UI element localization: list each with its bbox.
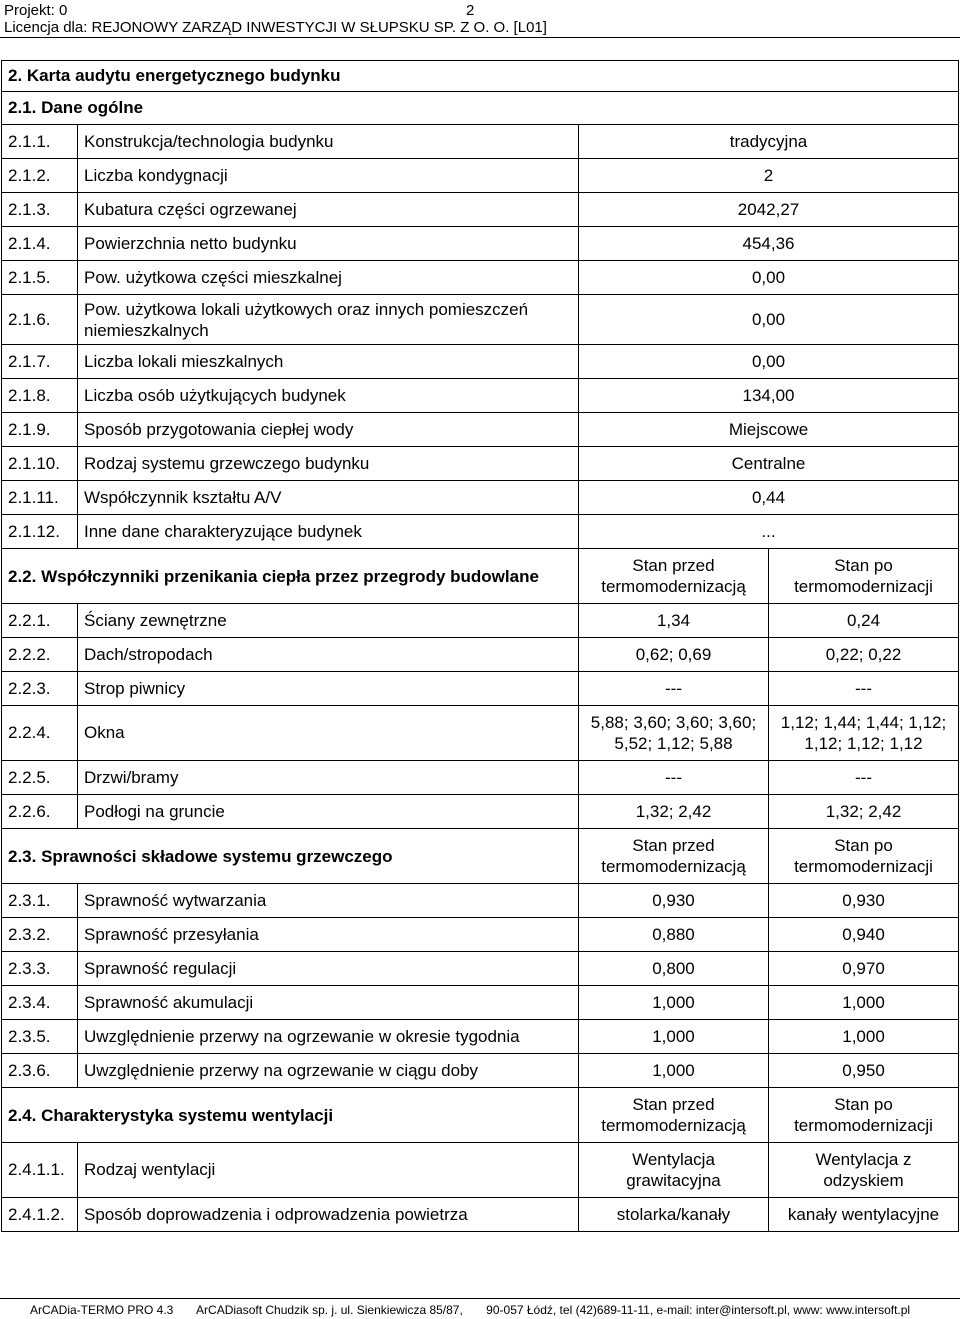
row-number: 2.1.6.: [2, 295, 78, 345]
row-number: 2.2.5.: [2, 761, 78, 795]
u_values-row: [2, 761, 959, 795]
license-label: Licencja dla: REJONOWY ZARZĄD INWESTYCJI W SŁUPSKU SP. Z O. O. [L01]: [4, 19, 547, 36]
column-header-before: Stan przed termomodernizacją: [579, 1088, 769, 1143]
row-label: Ściany zewnętrzne: [78, 604, 579, 638]
value-after: kanały wentylacyjne: [769, 1198, 959, 1232]
general-section-title: 2.1. Dane ogólne: [2, 92, 959, 125]
general-row: [2, 261, 959, 295]
general-row: [2, 379, 959, 413]
efficiency-row: [2, 986, 959, 1020]
row-label: Strop piwnicy: [78, 672, 579, 706]
general-row: [2, 481, 959, 515]
column-header-after: Stan po termomodernizacji: [769, 549, 959, 604]
row-number: 2.1.10.: [2, 447, 78, 481]
efficiency-row: [2, 1020, 959, 1054]
u_values-row: [2, 604, 959, 638]
u_values-row: [2, 795, 959, 829]
general-row: [2, 447, 959, 481]
row-number: 2.2.6.: [2, 795, 78, 829]
row-label: Pow. użytkowa części mieszkalnej: [78, 261, 579, 295]
row-label: Liczba osób użytkujących budynek: [78, 379, 579, 413]
row-value: 0,00: [579, 295, 959, 345]
row-number: 2.1.2.: [2, 159, 78, 193]
page-footer: [30, 1303, 930, 1317]
row-number: 2.3.6.: [2, 1054, 78, 1088]
row-value: 134,00: [579, 379, 959, 413]
value-before: 0,800: [579, 952, 769, 986]
footer-company: ArCADiasoft Chudzik sp. j. ul. Sienkiewicza 85/87,: [196, 1303, 463, 1317]
row-label: Sprawność akumulacji: [78, 986, 579, 1020]
u_values-row: [2, 638, 959, 672]
row-value: ...: [579, 515, 959, 549]
row-number: 2.1.5.: [2, 261, 78, 295]
row-value: 2: [579, 159, 959, 193]
value-before: 1,000: [579, 1054, 769, 1088]
row-label: Sprawność wytwarzania: [78, 884, 579, 918]
row-value: 2042,27: [579, 193, 959, 227]
value-before: 0,880: [579, 918, 769, 952]
row-number: 2.1.12.: [2, 515, 78, 549]
u_values-row: [2, 706, 959, 761]
general-row: [2, 345, 959, 379]
value-before: 1,32; 2,42: [579, 795, 769, 829]
row-label: Podłogi na gruncie: [78, 795, 579, 829]
row-number: 2.2.2.: [2, 638, 78, 672]
card-title: 2. Karta audytu energetycznego budynku: [2, 61, 959, 92]
ventilation-row: [2, 1198, 959, 1232]
row-number: 2.3.3.: [2, 952, 78, 986]
row-number: 2.4.1.1.: [2, 1143, 78, 1198]
value-before: 1,34: [579, 604, 769, 638]
row-label: Sprawność regulacji: [78, 952, 579, 986]
header-divider: [0, 37, 960, 38]
value-before: 5,88; 3,60; 3,60; 3,60; 5,52; 1,12; 5,88: [579, 706, 769, 761]
value-after: 0,950: [769, 1054, 959, 1088]
general-row: [2, 295, 959, 345]
comparison-header-row: [2, 829, 959, 884]
value-after: 1,000: [769, 986, 959, 1020]
row-number: 2.1.8.: [2, 379, 78, 413]
footer-software: ArCADia-TERMO PRO 4.3: [30, 1303, 174, 1317]
efficiency-row: [2, 918, 959, 952]
row-number: 2.1.7.: [2, 345, 78, 379]
row-value: tradycyjna: [579, 125, 959, 159]
row-value: 454,36: [579, 227, 959, 261]
column-header-before: Stan przed termomodernizacją: [579, 549, 769, 604]
comparison-header-row: [2, 549, 959, 604]
value-after: 1,12; 1,44; 1,44; 1,12; 1,12; 1,12; 1,12: [769, 706, 959, 761]
row-label: Rodzaj systemu grzewczego budynku: [78, 447, 579, 481]
value-after: ---: [769, 761, 959, 795]
value-before: Wentylacja grawitacyjna: [579, 1143, 769, 1198]
audit-card-table: [1, 60, 959, 1232]
value-after: ---: [769, 672, 959, 706]
row-number: 2.3.2.: [2, 918, 78, 952]
footer-contact: 90-057 Łódź, tel (42)689-11-11, e-mail: inter@intersoft.pl, www: www.intersoft.pl: [486, 1303, 911, 1317]
value-after: 1,32; 2,42: [769, 795, 959, 829]
section-heading-row: [2, 92, 959, 125]
u_values-row: [2, 672, 959, 706]
row-label: Pow. użytkowa lokali użytkowych oraz innych pomieszczeń niemieszkalnych: [78, 295, 579, 345]
value-after: 0,24: [769, 604, 959, 638]
value-after: 0,930: [769, 884, 959, 918]
efficiency-row: [2, 884, 959, 918]
row-label: Kubatura części ogrzewanej: [78, 193, 579, 227]
u_values-section-title: 2.2. Współczynniki przenikania ciepła przez przegrody budowlane: [2, 549, 579, 604]
value-before: ---: [579, 672, 769, 706]
general-row: [2, 515, 959, 549]
row-value: 0,00: [579, 261, 959, 295]
row-number: 2.2.3.: [2, 672, 78, 706]
efficiency-row: [2, 1054, 959, 1088]
row-number: 2.1.4.: [2, 227, 78, 261]
row-number: 2.3.1.: [2, 884, 78, 918]
row-label: Powierzchnia netto budynku: [78, 227, 579, 261]
footer-divider: [0, 1298, 960, 1299]
value-after: 0,940: [769, 918, 959, 952]
row-label: Współczynnik kształtu A/V: [78, 481, 579, 515]
row-value: 0,44: [579, 481, 959, 515]
value-before: stolarka/kanały: [579, 1198, 769, 1232]
row-number: 2.3.4.: [2, 986, 78, 1020]
efficiency-row: [2, 952, 959, 986]
row-label: Inne dane charakteryzujące budynek: [78, 515, 579, 549]
row-number: 2.2.1.: [2, 604, 78, 638]
row-number: 2.4.1.2.: [2, 1198, 78, 1232]
row-label: Liczba lokali mieszkalnych: [78, 345, 579, 379]
value-before: 1,000: [579, 986, 769, 1020]
row-number: 2.1.9.: [2, 413, 78, 447]
row-label: Uwzględnienie przerwy na ogrzewanie w okresie tygodnia: [78, 1020, 579, 1054]
row-number: 2.1.11.: [2, 481, 78, 515]
row-number: 2.2.4.: [2, 706, 78, 761]
row-label: Okna: [78, 706, 579, 761]
value-after: Wentylacja z odzyskiem: [769, 1143, 959, 1198]
row-value: Centralne: [579, 447, 959, 481]
row-label: Konstrukcja/technologia budynku: [78, 125, 579, 159]
general-row: [2, 227, 959, 261]
ventilation-section-title: 2.4. Charakterystyka systemu wentylacji: [2, 1088, 579, 1143]
row-label: Rodzaj wentylacji: [78, 1143, 579, 1198]
row-label: Sposób doprowadzenia i odprowadzenia powietrza: [78, 1198, 579, 1232]
project-label: Projekt: 0: [4, 2, 68, 19]
row-label: Liczba kondygnacji: [78, 159, 579, 193]
general-row: [2, 193, 959, 227]
value-before: 0,62; 0,69: [579, 638, 769, 672]
value-after: 1,000: [769, 1020, 959, 1054]
row-label: Uwzględnienie przerwy na ogrzewanie w ciągu doby: [78, 1054, 579, 1088]
row-value: 0,00: [579, 345, 959, 379]
general-row: [2, 159, 959, 193]
general-row: [2, 125, 959, 159]
row-number: 2.1.3.: [2, 193, 78, 227]
row-label: Drzwi/bramy: [78, 761, 579, 795]
page-number: 2: [466, 2, 475, 19]
value-after: 0,22; 0,22: [769, 638, 959, 672]
comparison-header-row: [2, 1088, 959, 1143]
row-label: Dach/stropodach: [78, 638, 579, 672]
value-before: ---: [579, 761, 769, 795]
row-number: 2.1.1.: [2, 125, 78, 159]
value-before: 1,000: [579, 1020, 769, 1054]
ventilation-row: [2, 1143, 959, 1198]
column-header-after: Stan po termomodernizacji: [769, 829, 959, 884]
column-header-before: Stan przed termomodernizacją: [579, 829, 769, 884]
row-label: Sposób przygotowania ciepłej wody: [78, 413, 579, 447]
efficiency-section-title: 2.3. Sprawności składowe systemu grzewczego: [2, 829, 579, 884]
section-title-row: [2, 61, 959, 92]
value-before: 0,930: [579, 884, 769, 918]
row-value: Miejscowe: [579, 413, 959, 447]
column-header-after: Stan po termomodernizacji: [769, 1088, 959, 1143]
row-number: 2.3.5.: [2, 1020, 78, 1054]
general-row: [2, 413, 959, 447]
row-label: Sprawność przesyłania: [78, 918, 579, 952]
value-after: 0,970: [769, 952, 959, 986]
